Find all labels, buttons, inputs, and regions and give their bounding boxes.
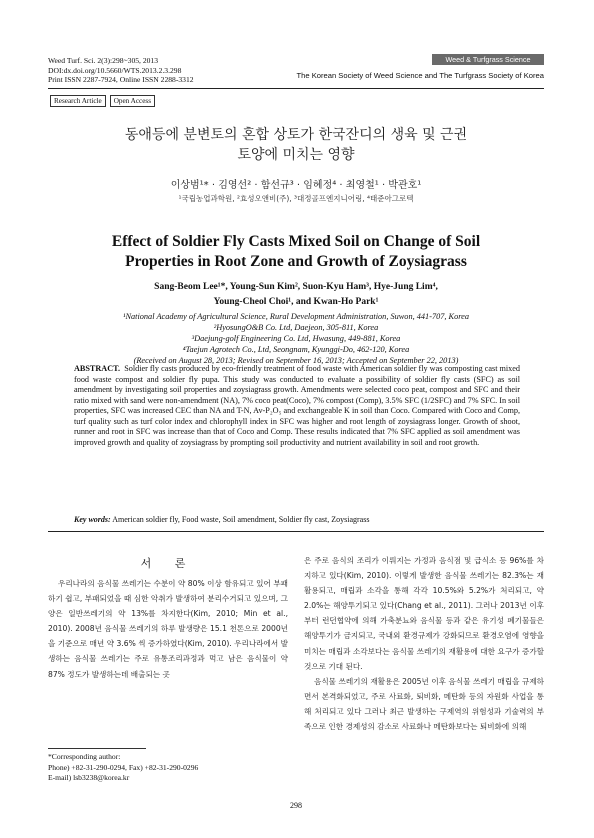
footnote-phone: Phone) +82-31-290-0294, Fax) +82-31-290-0296 xyxy=(48,762,199,772)
korean-authors: 이상범¹* · 김영선² · 함선규³ · 임혜정⁴ · 최영철¹ · 박관호¹ xyxy=(170,180,422,191)
section-heading: 서 론 xyxy=(140,557,196,570)
abstract-text: Soldier fly casts produced by eco-friendly treatment of food waste with American soldier fly was composting cast mixed food waste compost and soldier fly pupa. This study was conducted to evaluate a possibility of soldier fly casts (SFC) as soil amendment by investigating soil properties and zoysiagrass growth. Amendments were selected coco peat, compost and SFC and their ratio mixed with sand were non-amendment (NA), 7% coco peat(Coco), 7% compost (Comp), 3.5% SFC (1/2SFC) and 7% SFC. In soil properties, SFC was increased CEC than NA and T-N, Av-P₂O₅ and exchangeable K in soil than Coco. Compared with Coco and Comp, turf quality such as turf color index and chlorophyll index in SFC was higher and root length of zoysiagrass longer. Growth of shoot, runner and root in SFC was increase than that of Coco and Comp. These results indicated that 7% SFC applied as soil amendment was improved growth and quality of zoysiagrass by prompting soil productivity and nutrient availability in soil and root growth. xyxy=(74,364,521,447)
article-tags xyxy=(50,95,159,107)
korean-title-line2: 토양에 미치는 영향 xyxy=(237,147,355,163)
affiliation-2: ²HyosungO&B Co. Ltd, Daejeon, 305-811, Korea xyxy=(213,323,379,332)
society-name: The Korean Society of Weed Science and The Turfgrass Society of Korea xyxy=(296,71,544,80)
footnote-rule xyxy=(48,748,146,749)
keywords-text: American soldier fly, Food waste, Soil amendment, Soldier fly cast, Zoysiagrass xyxy=(112,515,370,524)
korean-affiliations: ¹국립농업과학원, ²효성오앤비(주), ³대정골프엔지니어링, ⁴태준아그로텍 xyxy=(178,194,414,203)
english-authors-line2: Young-Cheol Choi¹, and Kwan-Ho Park¹ xyxy=(213,297,379,307)
citation-block xyxy=(48,56,194,85)
korean-title-line1: 동애등에 분변토의 혼합 상토가 한국잔디의 생육 및 근권 xyxy=(124,127,468,143)
citation: Weed Turf. Sci. 2(3):298~305, 2013 xyxy=(48,56,159,65)
page-number: 298 xyxy=(290,801,302,810)
footnote-email: E-mail) lsb3238@korea.kr xyxy=(48,773,130,782)
abstract-rule xyxy=(48,531,544,532)
abstract-label: ABSTRACT. xyxy=(74,364,121,373)
english-authors-line1: Sang-Beom Lee¹*, Young-Sun Kim², Suon-Kyu Ham³, Hye-Jung Lim⁴, xyxy=(154,282,438,292)
left-column xyxy=(48,576,288,682)
right-paragraph-2: 음식물 쓰레기의 재활용은 2005년 이후 음식물 쓰레기 매립을 규제하면서 본격화되었고, 주로 사료화, 퇴비화, 메탄화 등의 자원화 사업을 통해 처리되고 있다 그러나 최근 발생하는 구제역의 위험성과 기술력의 부족으로 인한 경제성의 감소로 사료화나 메탄화보다는 퇴비화에 의해 xyxy=(304,676,544,732)
right-column xyxy=(304,553,544,734)
open-access-tag: Open Access xyxy=(110,95,155,107)
left-paragraph: 우리나라의 음식물 쓰레기는 수분이 약 80% 이상 함유되고 있어 부패하기 쉽고, 부패되었을 때 심한 악취가 발생하여 분리수거되고 있으며, 그 양은 일반쓰레기의 약 13%를 차지한다(Kim, 2010; Min et al., 2010). 2008년 음식물 쓰레기의 하루 발생량은 15.1 천톤으로 2000년을 기준으로 매년 약 3.6% 씩 증가하였다(Kim, 2010). 우리나라에서 발생하는 음식물 쓰레기는 주로 유통조리과정과 먹고 남은 음식물이 약 87% 정도가 발생하는데 배출되는 곳 xyxy=(48,579,288,679)
research-article-tag: Research Article xyxy=(50,95,106,107)
header-rule xyxy=(48,88,544,89)
english-title-line1: Effect of Soldier Fly Casts Mixed Soil on Change of Soil xyxy=(111,233,481,250)
affiliation-3: ³Daejung-golf Engineering Co. Ltd, Hwasung, 449-881, Korea xyxy=(191,334,401,343)
doi: DOI:dx.doi.org/10.5660/WTS.2013.2.3.298 xyxy=(48,65,182,75)
journal-name-box: Weed & Turfgrass Science xyxy=(432,54,544,65)
affiliation-1: ¹National Academy of Agricultural Science, Rural Development Administration, Suwon, 441-707, Korea xyxy=(122,312,469,321)
keywords-label: Key words: xyxy=(74,515,111,524)
keywords xyxy=(74,515,520,524)
abstract xyxy=(74,364,520,448)
received-dates: (Received on August 28, 2013; Revised on September 16, 2013; Accepted on September 22, 2013) xyxy=(133,356,459,365)
footnote-label: *Corresponding author: xyxy=(48,752,121,761)
english-title-line2: Properties in Root Zone and Growth of Zoysiagrass xyxy=(125,253,467,270)
right-paragraph-1: 은 주로 음식의 조리가 이뤄지는 가정과 음식점 및 급식소 등 96%를 차지하고 있다(Kim, 2010). 이렇게 발생한 음식물 쓰레기는 82.3%는 재활용되고, 매립과 소각을 통해 각각 10.5%와 5.2%가 처리되고, 약 2.0%는 해양투기되고 있다(Chang et al., 2011). 그러나 2013년 이후부터 런던협약에 의해 가축분뇨와 음식물 등과 같은 유기성 폐기물들은 해양투기가 금지되고, 국내외 환경규제가 강화되므로 환경오염에 영향을 미치는 매립과 소각보다는 음식물 쓰레기의 재활용에 대한 요구가 증가할 것으로 기대 된다. xyxy=(304,556,544,671)
affiliation-4: ⁴Taejun Agrotech Co., Ltd, Seongnam, Kyunggi-Do, 462-120, Korea xyxy=(182,345,410,354)
issn: Print ISSN 2287-7924, Online ISSN 2288-3312 xyxy=(48,75,194,85)
footnote xyxy=(48,752,198,784)
